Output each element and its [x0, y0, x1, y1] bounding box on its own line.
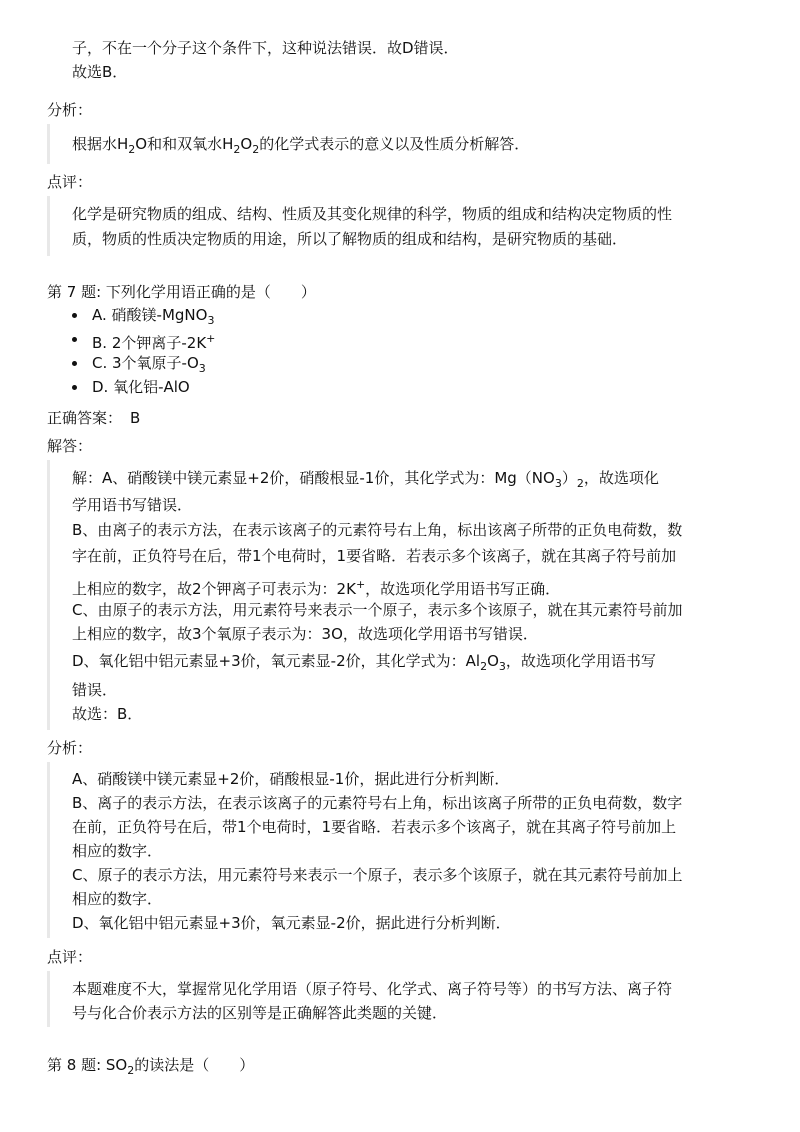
analysis-line: 相应的数字．: [72, 890, 163, 908]
q7-analysis-bar: [47, 762, 50, 938]
analysis-line: 在前，正负符号在后，带1个电荷时，1要省略．若表示多个该离子，就在其离子符号前加上: [72, 818, 677, 836]
solution-line: C、由原子的表示方法，用元素符号来表示一个原子，表示多个该原子，就在其元素符号前加: [72, 601, 683, 619]
prev-comment-line: 质，物质的性质决定物质的用途，所以了解物质的组成和结构，是研究物质的基础．: [72, 230, 628, 248]
solution-line: B、由离子的表示方法，在表示该离子的元素符号右上角，标出该离子所带的正负电荷数，数: [72, 521, 683, 539]
q7-comment-bar: [47, 971, 50, 1027]
comment-line: 本题难度不大，掌握常见化学用语（原子符号、化学式、离子符号等）的书写方法、离子符: [72, 980, 673, 998]
solution-line: 解：A、硝酸镁中镁元素显+2价，硝酸根显-1价，其化学式为：$Mg(NO_3)_2$，故选项化: [72, 469, 659, 490]
bullet-icon: [72, 337, 77, 342]
solution-conclusion: 故选：B．: [72, 705, 143, 723]
prev-solution-conclusion: 故选B．: [72, 63, 128, 81]
solution-line: 学用语书写错误．: [72, 496, 193, 514]
comment-line: 号与化合价表示方法的区别等是正确解答此类题的关键．: [72, 1004, 448, 1022]
solution-line: 字在前，正负符号在后，带1个电荷时，1要省略．若表示多个该离子，就在其离子符号前加: [72, 547, 677, 565]
q7-answer-value: B: [130, 409, 141, 427]
bullet-icon: [72, 313, 77, 318]
prev-solution-line: 子，不在一个分子这个条件下，这种说法错误．故D错误．: [72, 39, 459, 57]
prev-analysis-text: 根据水$H_2O$和和双氧水$H_2O_2$的化学式表示的意义以及性质分析解答．: [72, 135, 530, 156]
prev-analysis-label: 分析：: [47, 101, 93, 119]
prev-comment-bar: [47, 196, 50, 256]
q7-solution-label: 解答：: [47, 437, 93, 455]
analysis-line: D、氧化铝中铝元素显+3价，氧元素显-2价，据此进行分析判断．: [72, 914, 511, 932]
prev-analysis-bar: [47, 124, 50, 164]
solution-line: D、氧化铝中铝元素显+3价，氧元素显-2价，其化学式为：$Al_2O_3$，故选项化学用语书写: [72, 652, 656, 673]
solution-line: 上相应的数字，故2个钾离子可表示为：2K+，故选项化学用语书写正确．: [72, 578, 561, 598]
bullet-icon: [72, 385, 77, 390]
q7-option-c: C. 3个氧原子$-O_3$: [92, 354, 206, 375]
bullet-icon: [72, 361, 77, 366]
solution-line: 上相应的数字，故3个氧原子表示为：3O，故选项化学用语书写错误．: [72, 625, 538, 643]
q7-analysis-label: 分析：: [47, 739, 93, 757]
q7-option-b: B. 2个钾离子-2K+: [92, 332, 216, 352]
analysis-line: B、离子的表示方法，在表示该离子的元素符号右上角，标出该离子所带的正负电荷数，数字: [72, 794, 683, 812]
q7-option-a: A. 硝酸镁-MgNO$_3$: [92, 306, 215, 327]
prev-comment-line: 化学是研究物质的组成、结构、性质及其变化规律的科学，物质的组成和结构决定物质的性: [72, 205, 673, 223]
analysis-line: A、硝酸镁中镁元素显+2价，硝酸根显-1价，据此进行分析判断．: [72, 770, 510, 788]
analysis-line: C、原子的表示方法，用元素符号来表示一个原子，表示多个该原子，就在其元素符号前加上: [72, 866, 683, 884]
q7-comment-label: 点评：: [47, 948, 93, 966]
q8-title: 第 8 题: $SO_2$的读法是（ ）: [47, 1056, 255, 1077]
q7-solution-bar: [47, 460, 50, 730]
q7-answer: 正确答案： B: [47, 409, 141, 427]
q7-option-d: D. 氧化铝-AlO: [92, 378, 190, 396]
prev-comment-label: 点评：: [47, 173, 93, 191]
solution-line: 错误．: [72, 681, 118, 699]
q7-title: 第 7 题: 下列化学用语正确的是（ ）: [47, 283, 316, 301]
analysis-line: 相应的数字．: [72, 842, 163, 860]
